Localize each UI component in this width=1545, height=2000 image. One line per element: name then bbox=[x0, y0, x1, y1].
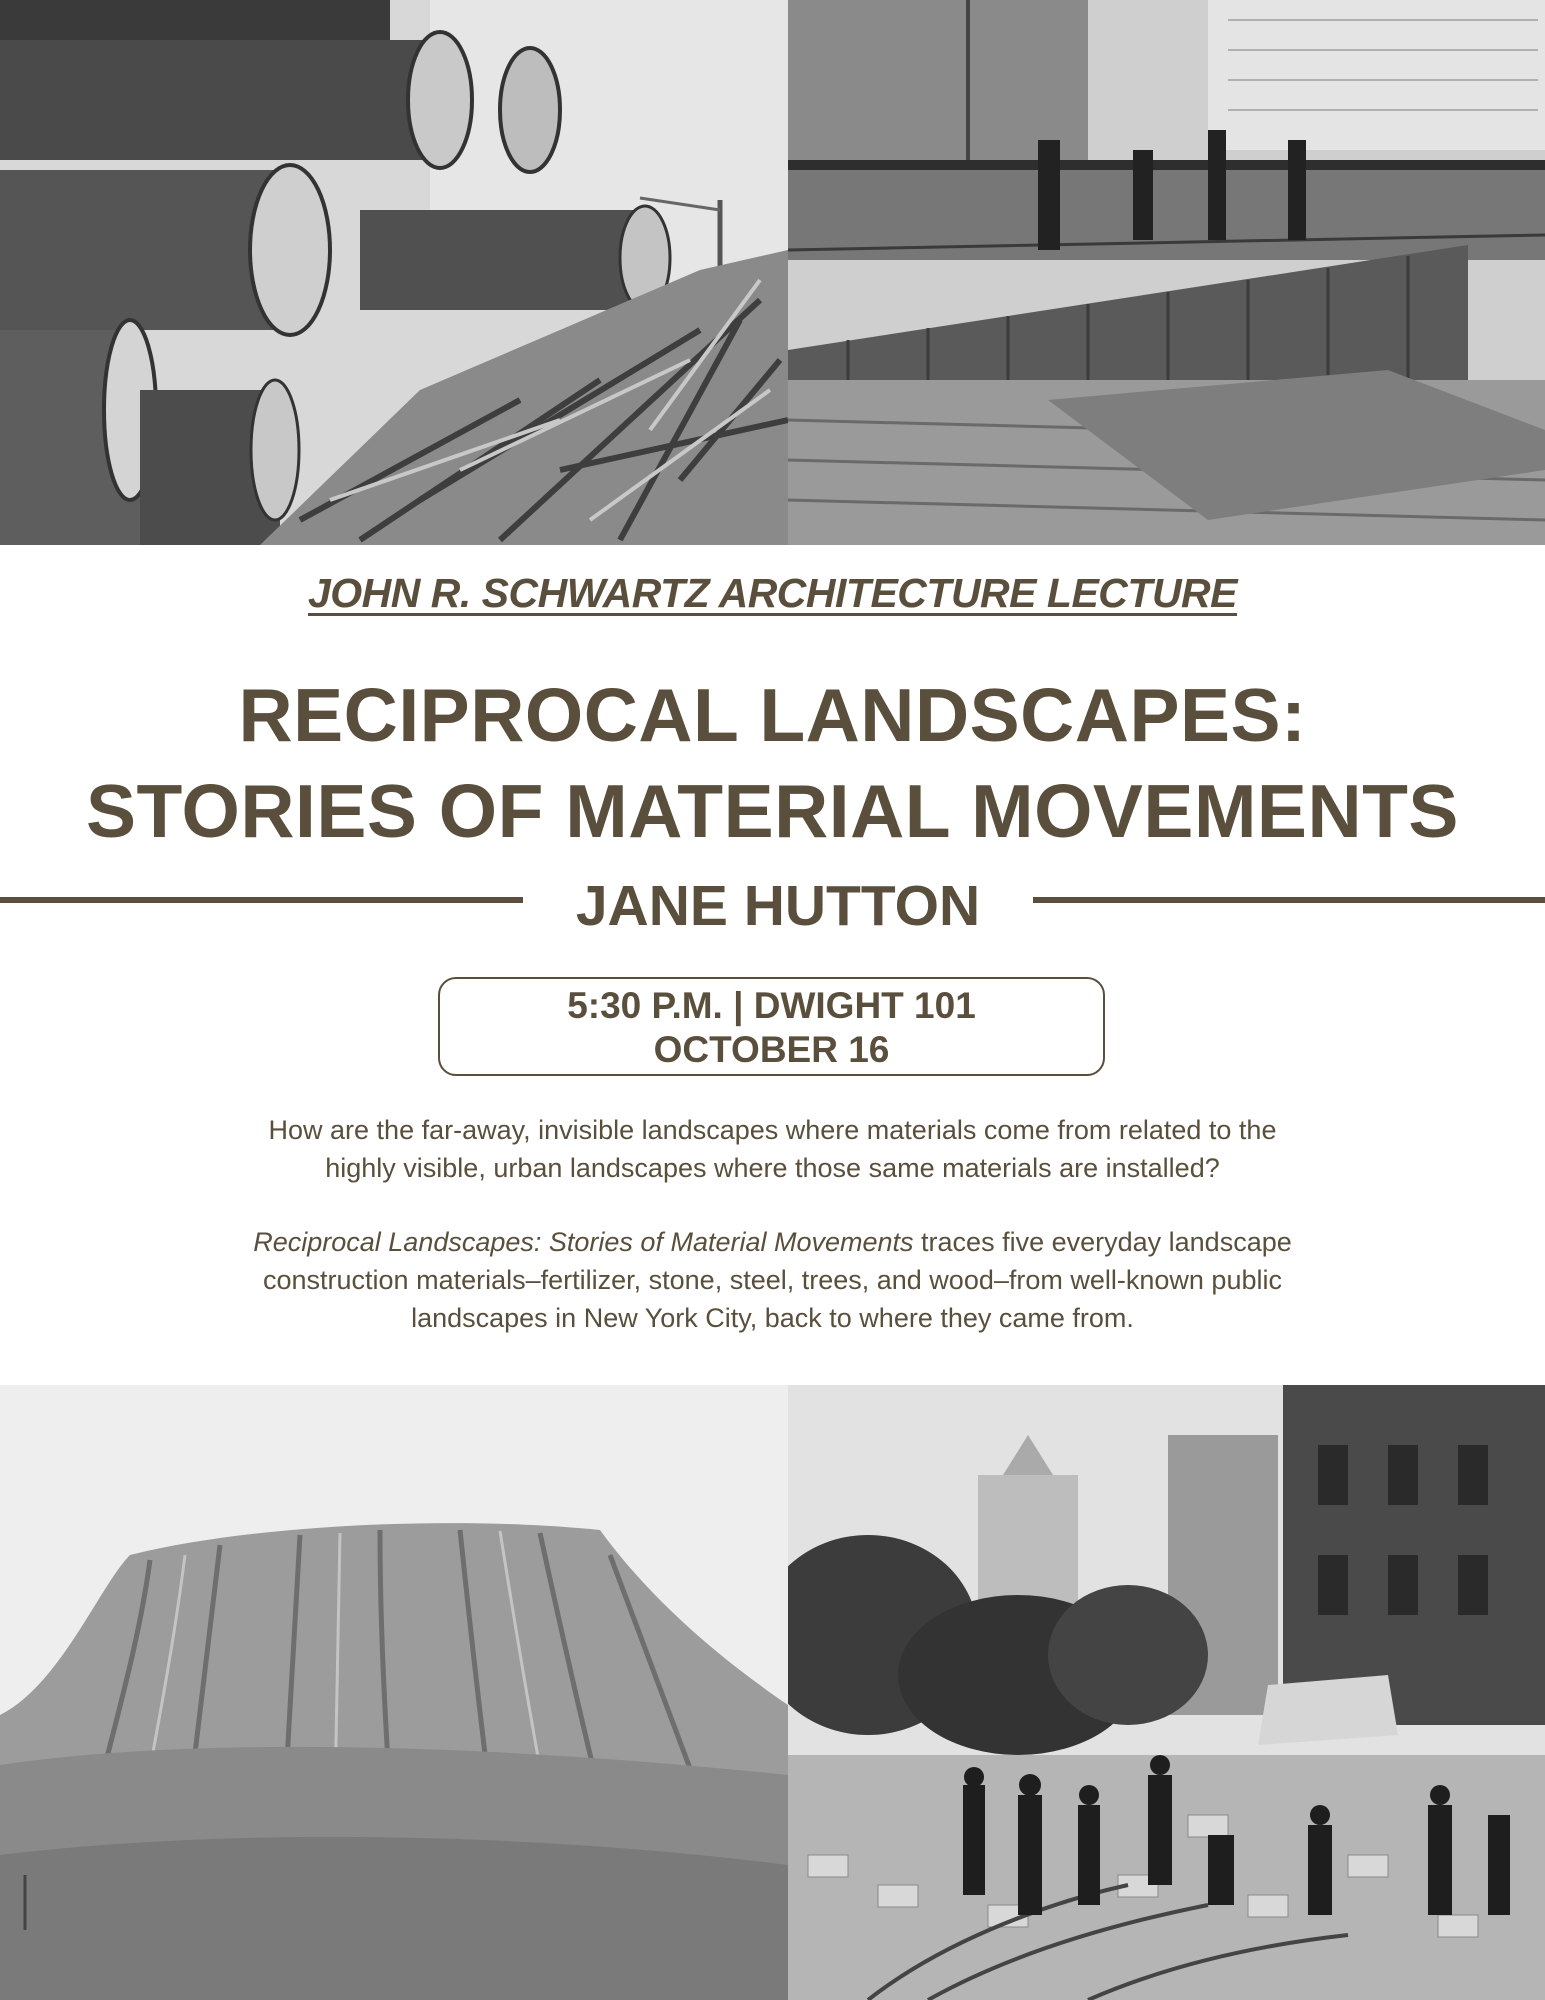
event-date: OCTOBER 16 bbox=[653, 1029, 890, 1070]
description-text: highly visible, urban landscapes where those same materials are installed? bbox=[325, 1153, 1220, 1183]
eroded-mound-photo bbox=[0, 1385, 788, 2000]
wooden-boardwalk-photo bbox=[788, 0, 1545, 545]
log-pile-photo bbox=[0, 0, 788, 545]
divider-left bbox=[0, 897, 523, 903]
description-text: construction materials–fertilizer, stone, steel, trees, and wood–from well-known public bbox=[263, 1265, 1282, 1295]
event-details-box bbox=[438, 977, 1105, 1076]
book-title-italic: Reciprocal Landscapes: Stories of Material Movements bbox=[253, 1227, 914, 1257]
description-text: How are the far-away, invisible landscapes where materials come from related to the bbox=[268, 1115, 1277, 1145]
lecture-series-heading: JOHN R. SCHWARTZ ARCHITECTURE LECTURE bbox=[307, 570, 1238, 616]
divider-right bbox=[1033, 897, 1545, 903]
speaker-name: JANE HUTTON bbox=[575, 874, 981, 938]
description-text: traces five everyday landscape bbox=[913, 1227, 1292, 1257]
lecture-title-line-2: STORIES OF MATERIAL MOVEMENTS bbox=[86, 769, 1459, 853]
event-time-location: 5:30 P.M. | DWIGHT 101 bbox=[567, 985, 976, 1026]
lecture-title-line-1: RECIPROCAL LANDSCAPES: bbox=[238, 673, 1307, 757]
description-text: landscapes in New York City, back to where they came from. bbox=[411, 1303, 1134, 1333]
description-paragraph-2 bbox=[150, 1223, 1395, 1337]
street-paving-workers-photo bbox=[788, 1385, 1545, 2000]
description-paragraph-1 bbox=[150, 1111, 1395, 1187]
